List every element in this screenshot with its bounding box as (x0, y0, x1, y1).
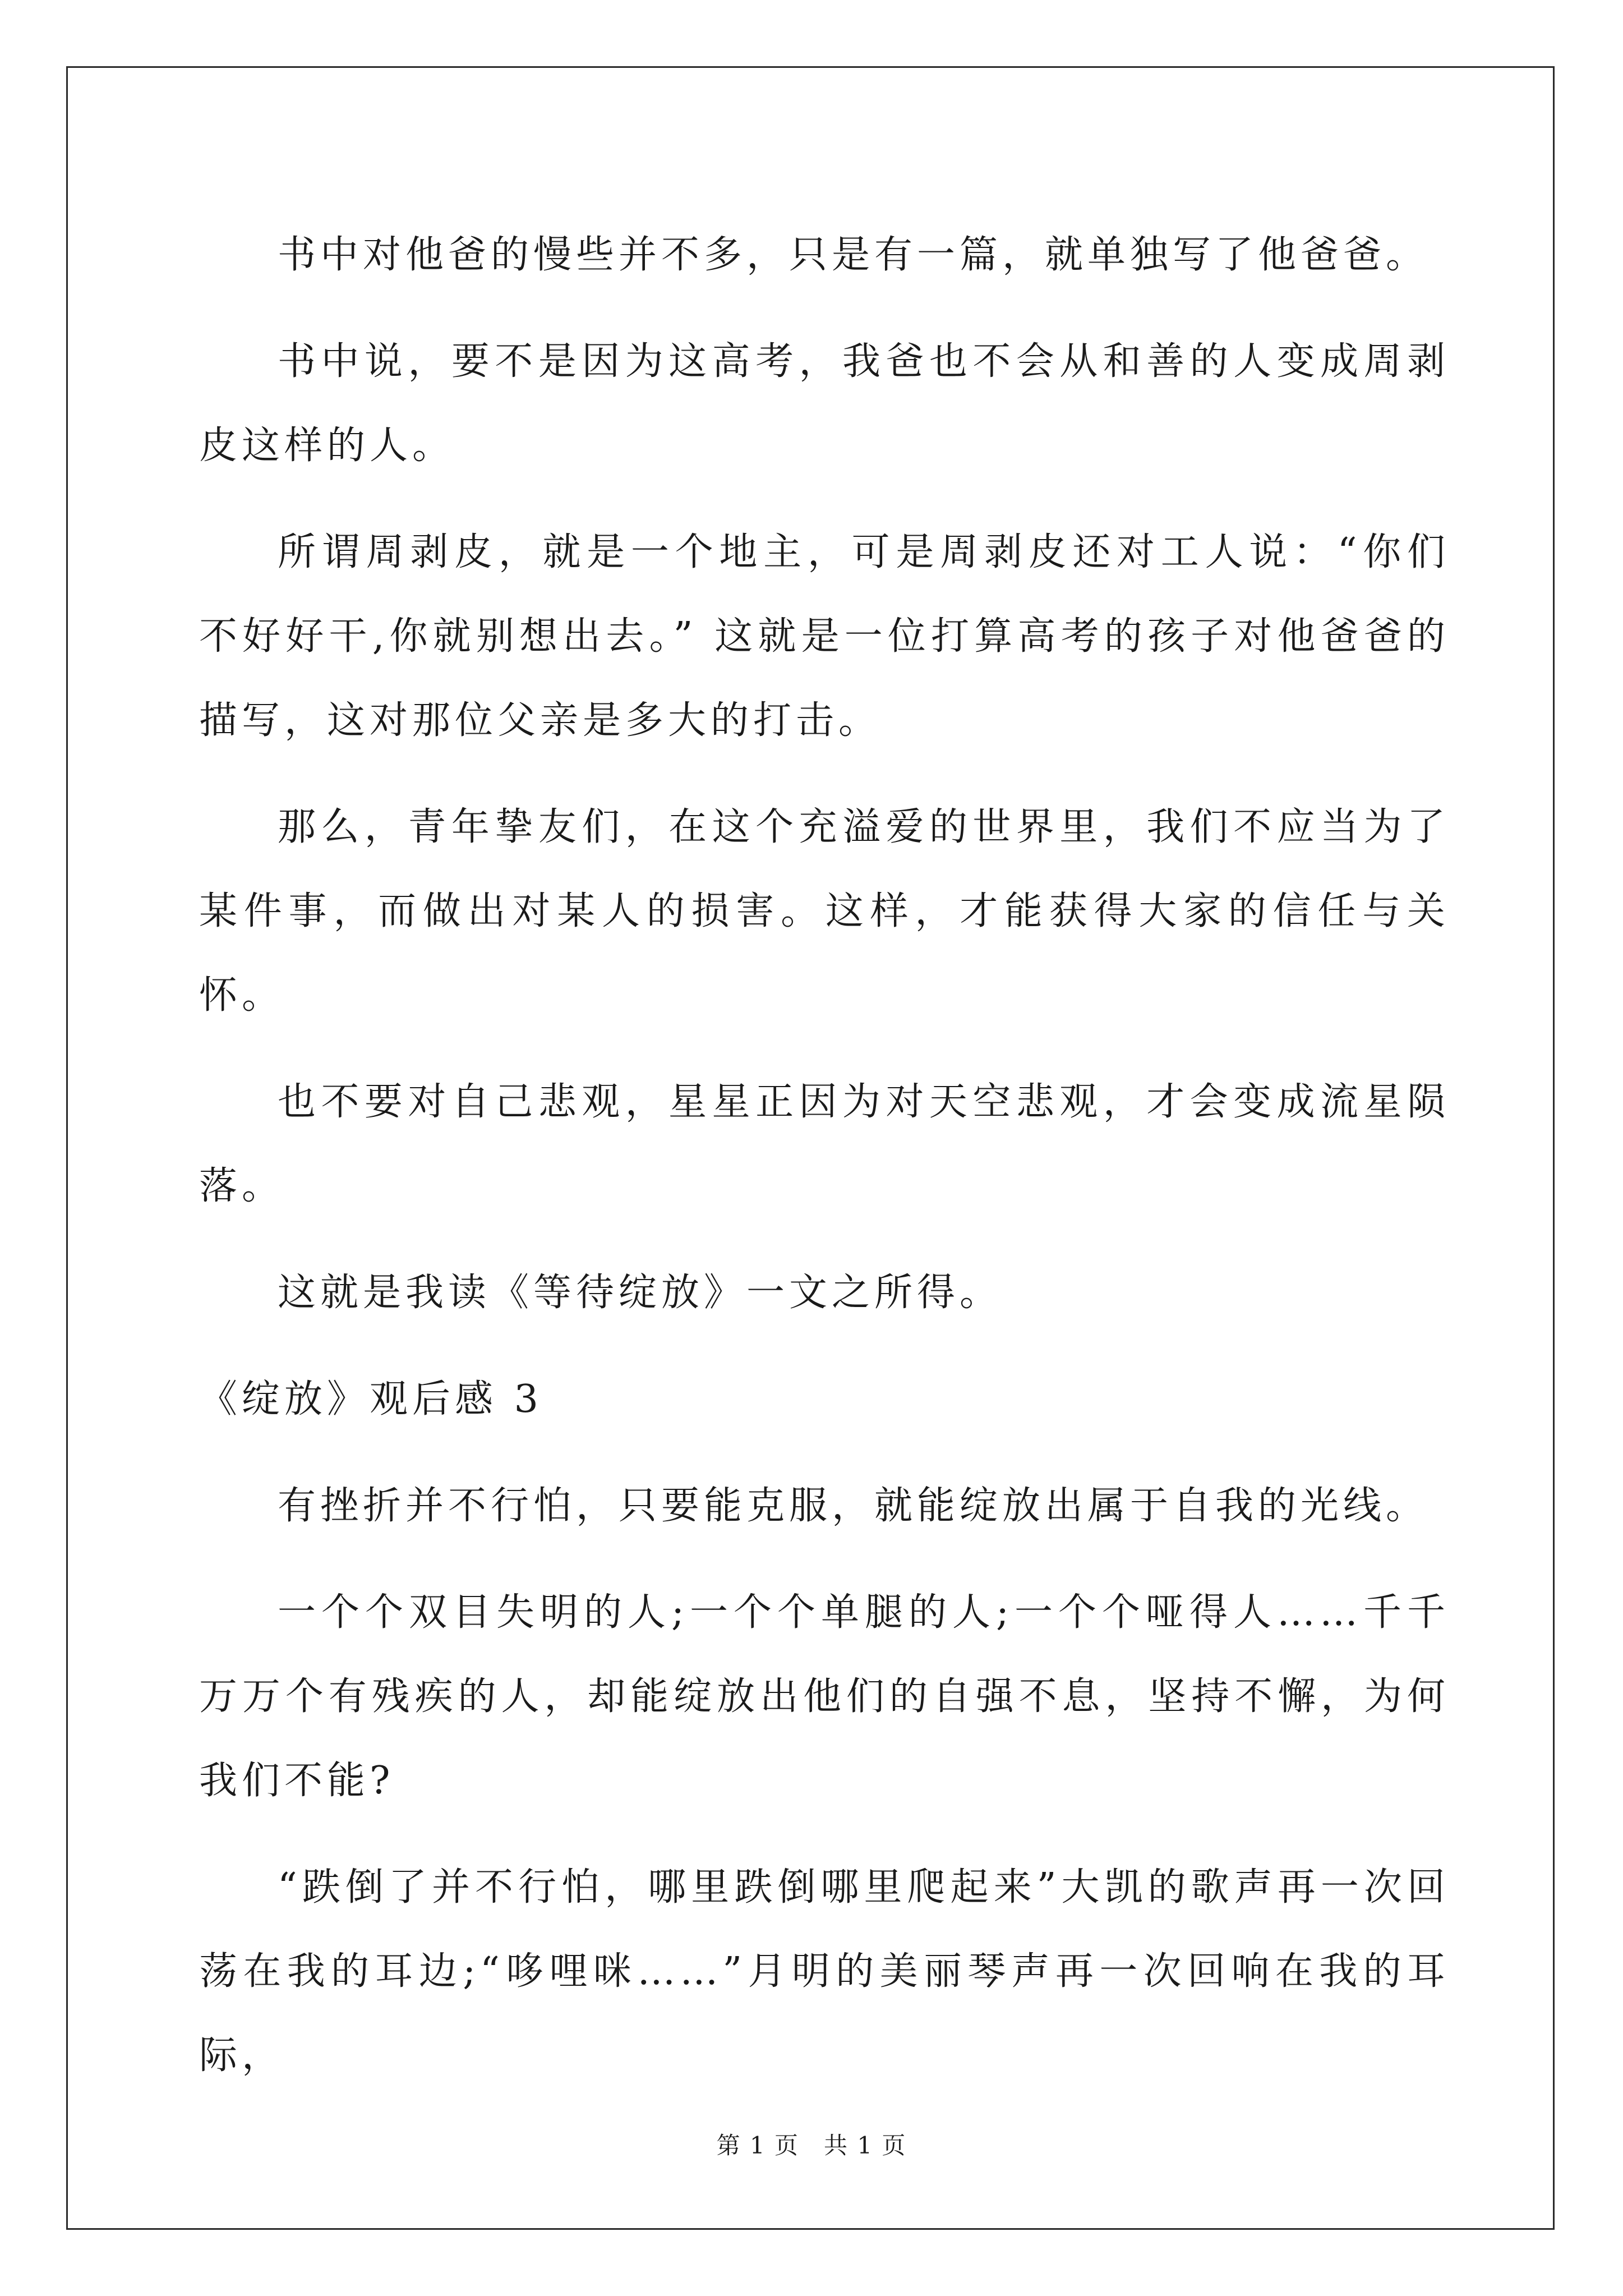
document-body (199, 213, 1450, 2120)
paragraph: 书中说，要不是因为这高考，我爸也不会从和善的人变成周剥皮这样的人。 (199, 339, 1450, 468)
paragraph: 一个个双目失明的人;一个个单腿的人;一个个哑得人……千千万万个有残疾的人，却能绽放出他们的自强不息，坚持不懈，为何我们不能? (199, 1590, 1450, 1803)
paragraph: 有挫折并不行怕，只要能克服，就能绽放出属于自我的光线。 (278, 1484, 1429, 1528)
paragraph: “跌倒了并不行怕，哪里跌倒哪里爬起来”大凯的歌声再一次回荡在我的耳边;“哆哩咪……”月明的美丽琴声再一次回响在我的耳际， (199, 1865, 1450, 2078)
paragraph: 书中对他爸的慢些并不多，只是有一篇，就单独写了他爸爸。 (278, 233, 1429, 277)
paragraph: 这就是我读《等待绽放》一文之所得。 (278, 1271, 1003, 1315)
paragraph: 所谓周剥皮，就是一个地主，可是周剥皮还对工人说：“你们不好好干,你就别想出去。” 这就是一位打算高考的孩子对他爸爸的描写，这对那位父亲是多大的打击。 (199, 530, 1450, 743)
section-heading: 《绽放》观后感 3 (199, 1377, 543, 1421)
paragraph: 那么，青年挚友们，在这个充溢爱的世界里，我们不应当为了某件事，而做出对某人的损害。这样，才能获得大家的信任与关怀。 (199, 805, 1450, 1018)
page-footer: 第 1 页 共 1 页 (716, 2132, 907, 2159)
paragraph: 也不要对自己悲观，星星正因为对天空悲观，才会变成流星陨落。 (199, 1080, 1450, 1208)
